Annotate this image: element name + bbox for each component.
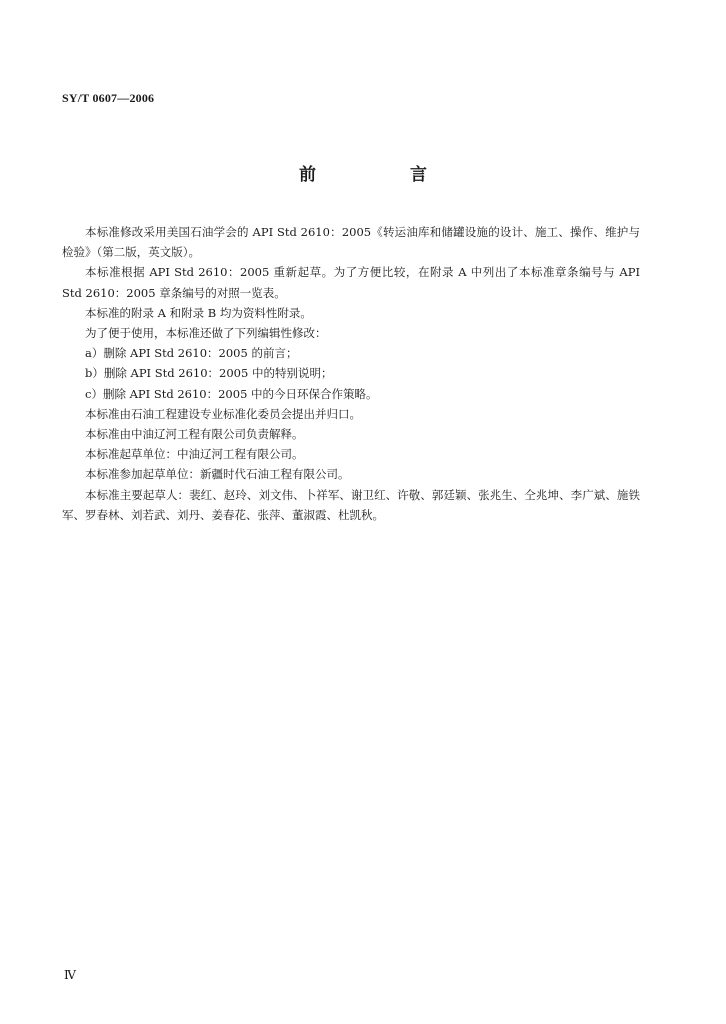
- paragraph-interpreter: 本标准由中油辽河工程有限公司负责解释。: [85, 427, 304, 442]
- paragraph-drafting-unit: 本标准起草单位：中油辽河工程有限公司。: [85, 447, 304, 462]
- list-item-b: b）删除 API Std 2610：2005 中的特别说明；: [85, 366, 333, 381]
- paragraph-proposer: 本标准由石油工程建设专业标准化委员会提出并归口。: [85, 406, 361, 421]
- list-item-c: c）删除 API Std 2610：2005 中的今日环保合作策略。: [85, 386, 378, 401]
- foreword-body: [62, 222, 640, 525]
- paragraph-annexes: 本标准的附录 A 和附录 B 均为资料性附录。: [85, 305, 312, 320]
- paragraph-editorial-intro: 为了便于使用，本标准还做了下列编辑性修改：: [85, 326, 327, 341]
- page-title: 前 言: [299, 165, 471, 185]
- standard-code: SY/T 0607—2006: [62, 91, 155, 105]
- paragraph-drafting-basis: 本标准根据 API Std 2610：2005 重新起草。为了方便比较，在附录 A 中列出了本标准章条编号与 API Std 2610：2005 章条编号的对照一览表。: [62, 265, 640, 300]
- paragraph-adoption: 本标准修改采用美国石油学会的 API Std 2610：2005《转运油库和储罐设施的设计、施工、操作、维护与检验》（第二版，英文版）。: [62, 225, 640, 260]
- page-number: Ⅳ: [64, 968, 76, 982]
- paragraph-participating-unit: 本标准参加起草单位：新疆时代石油工程有限公司。: [85, 467, 350, 482]
- list-item-a: a）删除 API Std 2610：2005 的前言；: [85, 346, 298, 361]
- paragraph-drafters: 本标准主要起草人：裴红、赵玲、刘文伟、卜祥军、谢卫红、许敬、郭廷颖、张兆生、仝兆坤、李广斌、施铁军、罗春林、刘若武、刘丹、姜春花、张萍、董淑霞、杜凯秋。: [62, 487, 640, 522]
